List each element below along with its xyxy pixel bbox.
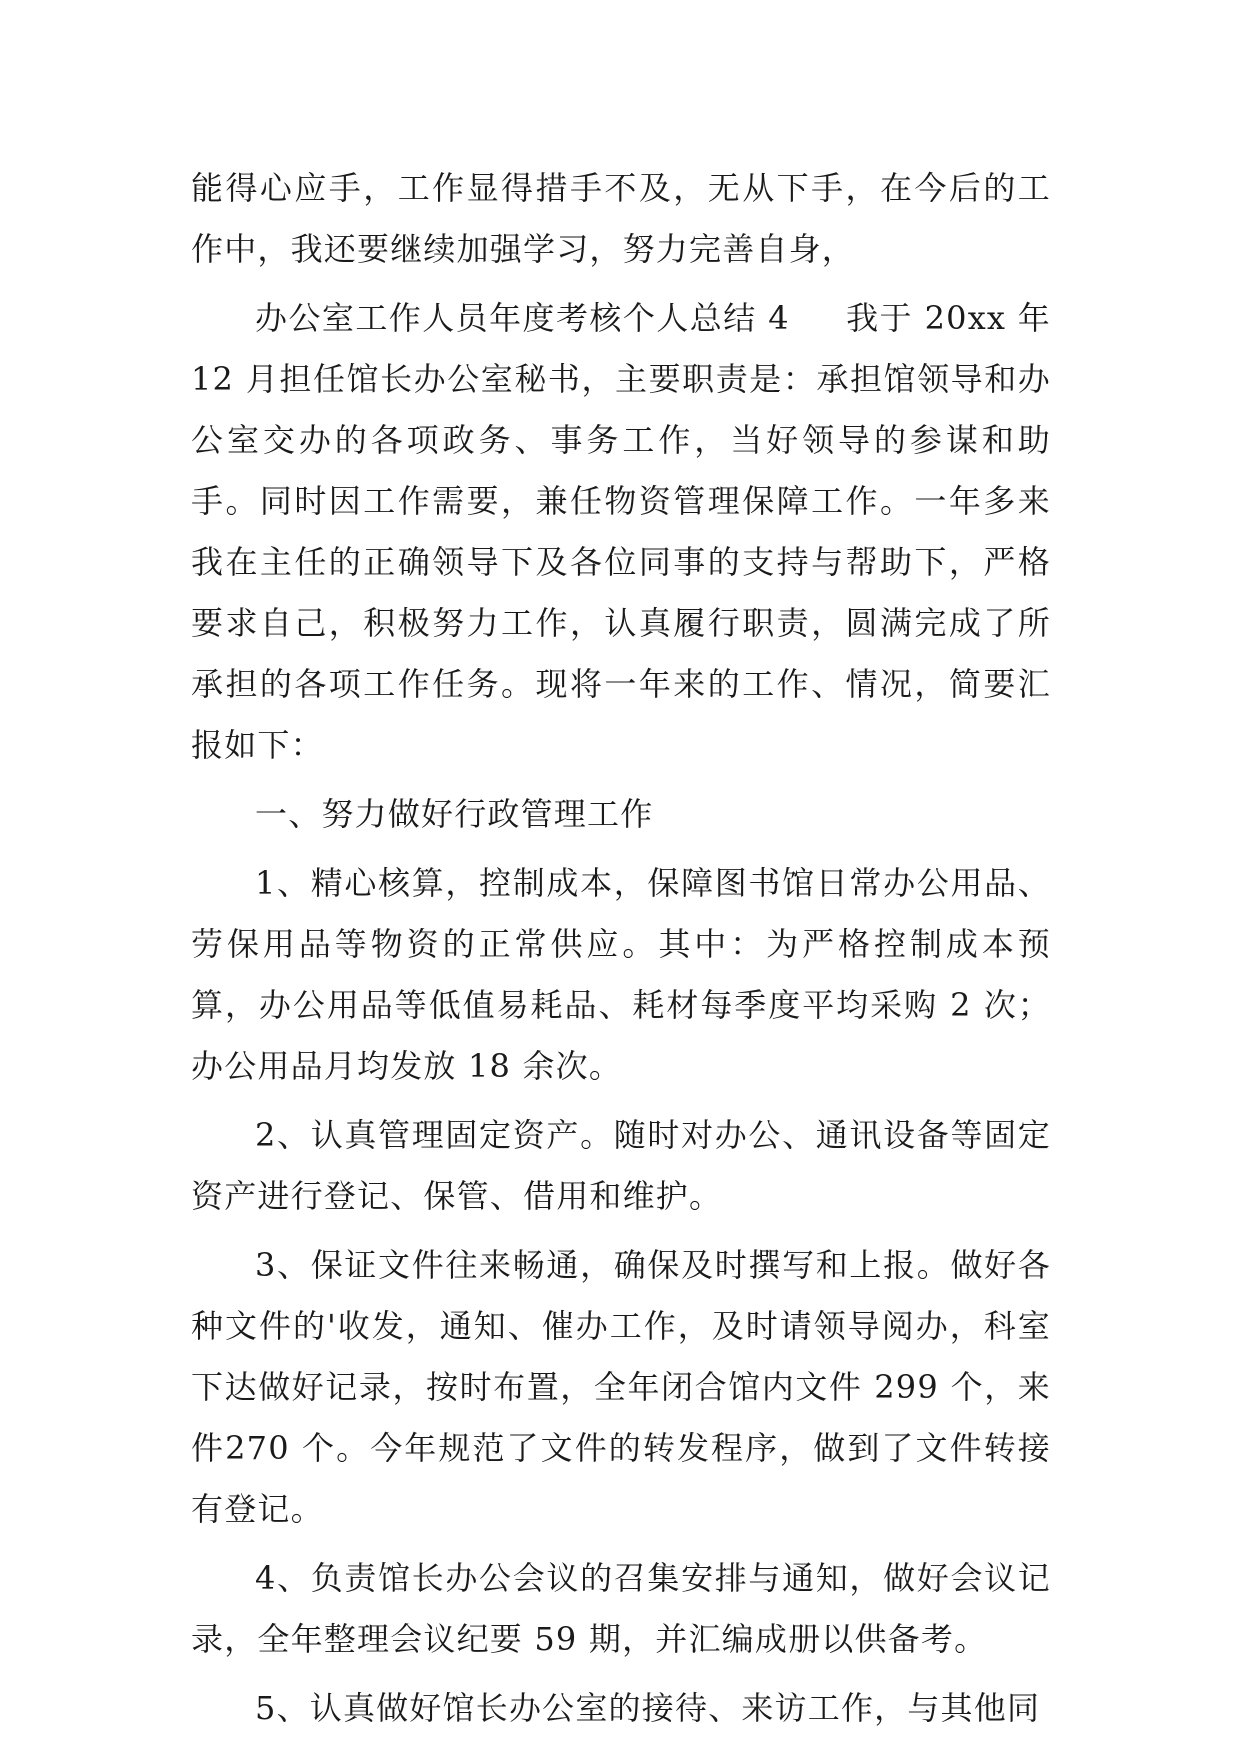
paragraph-summary-4: [191, 288, 1051, 776]
section-title: 办公室工作人员年度考核个人总结 4: [255, 299, 790, 337]
heading-admin-work: 一、努力做好行政管理工作: [255, 795, 654, 833]
paragraph-item-1: 1、精心核算，控制成本，保障图书馆日常办公用品、劳保用品等物资的正常供应。其中：为严格控制成本预算，办公用品等低值易耗品、耗材每季度平均采购 2 次；办公用品月均发放 18 余次。: [191, 864, 1051, 1085]
paragraph-summary-4-text: 我于 20xx 年12 月担任馆长办公室秘书，主要职责是：承担馆领导和办公室交办的各项政务、事务工作，当好领导的参谋和助手。同时因工作需要，兼任物资管理保障工作。一年多来我在主任的正确领导下及各位同事的支持与帮助下，严格要求自己，积极努力工作，认真履行职责，圆满完成了所承担的各项工作任务。现将一年来的工作、情况，简要汇报如下：: [191, 299, 1051, 764]
paragraph-continuation: 能得心应手，工作显得措手不及，无从下手，在今后的工作中，我还要继续加强学习，努力完善自身，: [191, 169, 1051, 268]
paragraph-item-3: 3、保证文件往来畅通，确保及时撰写和上报。做好各种文件的'收发，通知、催办工作，及时请领导阅办，科室下达做好记录，按时布置，全年闭合馆内文件 299 个，来件270 个。今年规范了文件的转发程序，做到了文件转接有登记。: [191, 1246, 1051, 1528]
paragraph-item-5: 5、认真做好馆长办公室的接待、来访工作，与其他同: [255, 1689, 1041, 1727]
document-body: [191, 158, 1051, 1747]
paragraph-item-2: 2、认真管理固定资产。随时对办公、通讯设备等固定资产进行登记、保管、借用和维护。: [191, 1116, 1051, 1215]
paragraph-item-4: 4、负责馆长办公会议的召集安排与通知，做好会议记录，全年整理会议纪要 59 期，并汇编成册以供备考。: [191, 1559, 1051, 1658]
